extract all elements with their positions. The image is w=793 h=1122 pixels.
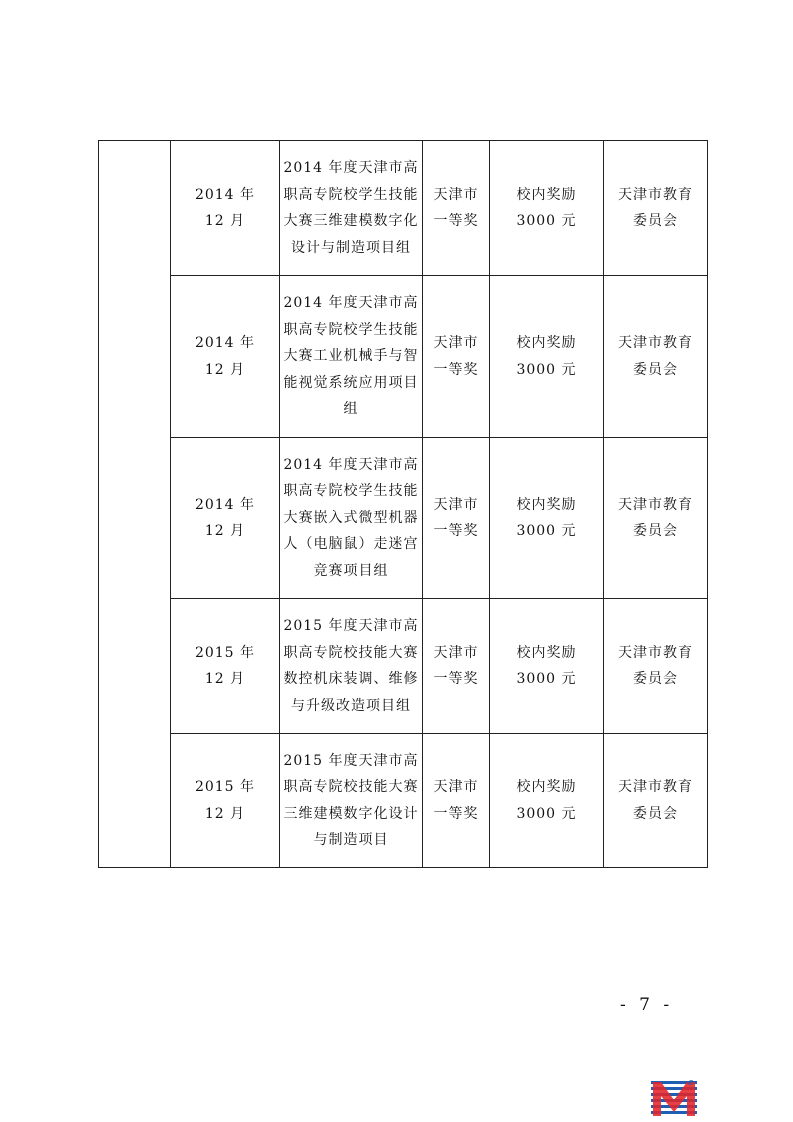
- award-level-cell: 天津市 一等奖: [423, 734, 490, 868]
- table-row: [99, 276, 708, 438]
- issuer-cell: 天津市教育 委员会: [604, 599, 708, 734]
- award-level-cell: 天津市 一等奖: [423, 276, 490, 438]
- table-row: [99, 438, 708, 599]
- issuer-cell: 天津市教育 委员会: [604, 438, 708, 599]
- project-cell: 2015 年度天津市高职高专院校技能大赛数控机床装调、维修与升级改造项目组: [280, 599, 423, 734]
- reward-cell: 校内奖励 3000 元: [490, 141, 604, 276]
- date-cell: 2014 年 12 月: [171, 438, 280, 599]
- awards-table: [98, 140, 708, 868]
- reward-cell: 校内奖励 3000 元: [490, 734, 604, 868]
- date-cell: 2015 年 12 月: [171, 734, 280, 868]
- issuer-cell: 天津市教育 委员会: [604, 141, 708, 276]
- award-level-cell: 天津市 一等奖: [423, 141, 490, 276]
- date-cell: 2014 年 12 月: [171, 141, 280, 276]
- project-cell: 2014 年度天津市高职高专院校学生技能大赛三维建模数字化设计与制造项目组: [280, 141, 423, 276]
- table-row: [99, 141, 708, 276]
- project-cell: 2014 年度天津市高职高专院校学生技能大赛工业机械手与智能视觉系统应用项目组: [280, 276, 423, 438]
- issuer-cell: 天津市教育 委员会: [604, 734, 708, 868]
- table-row: [99, 734, 708, 868]
- award-level-cell: 天津市 一等奖: [423, 599, 490, 734]
- merged-category-cell: [99, 141, 171, 868]
- reward-cell: 校内奖励 3000 元: [490, 276, 604, 438]
- date-cell: 2014 年 12 月: [171, 276, 280, 438]
- award-level-cell: 天津市 一等奖: [423, 438, 490, 599]
- table-row: [99, 599, 708, 734]
- reward-cell: 校内奖励 3000 元: [490, 599, 604, 734]
- date-cell: 2015 年 12 月: [171, 599, 280, 734]
- project-cell: 2015 年度天津市高职高专院校技能大赛三维建模数字化设计与制造项目: [280, 734, 423, 868]
- m-logo-icon: [651, 1078, 697, 1118]
- issuer-cell: 天津市教育 委员会: [604, 276, 708, 438]
- project-cell: 2014 年度天津市高职高专院校学生技能大赛嵌入式微型机器人（电脑鼠）走迷宫竞赛项目组: [280, 438, 423, 599]
- page-number: - 7 -: [620, 995, 674, 1015]
- reward-cell: 校内奖励 3000 元: [490, 438, 604, 599]
- svg-text:e: e: [688, 1078, 694, 1088]
